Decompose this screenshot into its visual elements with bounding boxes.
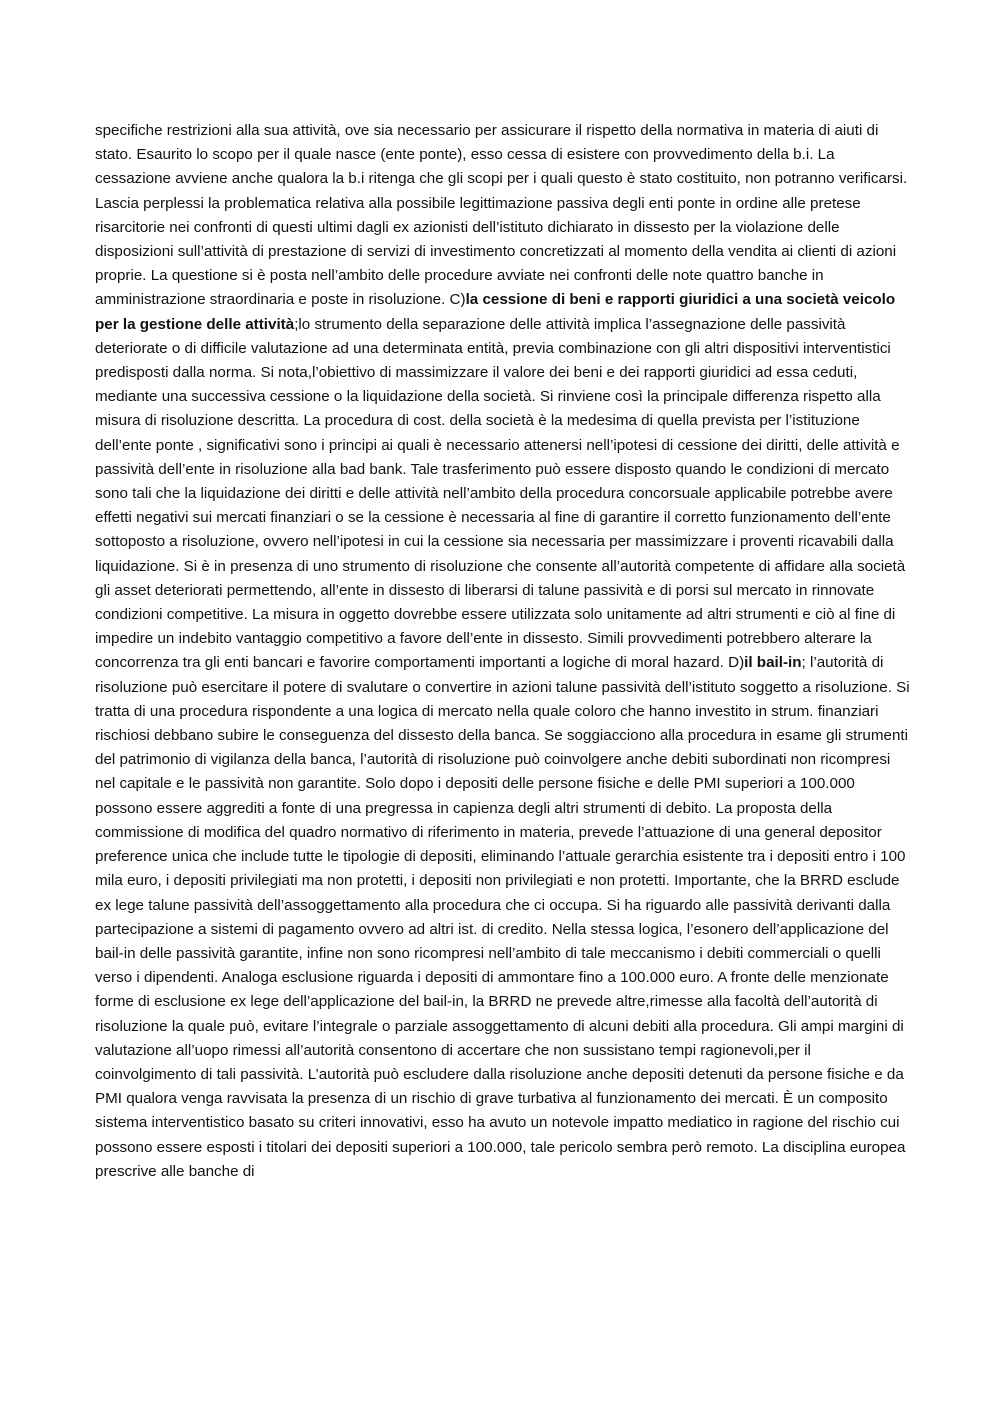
heading-c-inline: la cessione di beni e rapporti giuridici a una società veicolo per la gestione delle attività [95,291,896,333]
text-segment: ; l’autorità di risoluzione può esercitare il potere di svalutare o convertire in azioni talune passività dell’istituto soggetto a risoluzione. Si tratta di una procedura rispondente a una logica di mercato nella quale coloro che hanno investito in strum. finanziari rischiosi debbano subire le conseguenza del dissesto della banca. Se soggiacciono alla procedura in esame gli strumenti del patrimonio di vigilanza della banca, l’autorità di risoluzione può coinvolgere anche debiti subordinati non ricompresi nel capitale e le passività non garantite. Solo dopo i depositi delle persone fisiche e delle PMI superiori a 100.000 possono essere aggrediti a fonte di una pregressa in capienza degli altri strumenti di debito. La proposta della commissione di modifica del quadro normativo di riferimento in materia, prevede l’attuazione di una general depositor preference unica che include tutte le tipologie di depositi, eliminando l’attuale gerarchia esistente tra i depositi entro i 100 mila euro, i depositi privilegiati ma non protetti, i depositi non privilegiati e non protetti. Importante, che la BRRD esclude ex lege talune passività dell’assoggettamento alla procedura che ci occupa. Si ha riguardo alle passività derivanti dalla partecipazione a sistemi di pagamento ovvero ad altri ist. di credito. Nella stessa logica, l’esonero dell’applicazione del bail-in delle passività garantite, infine non sono ricompresi nell’ambito di tale meccanismo i debiti commerciali o quelli verso i dipendenti. Analoga esclusione riguarda i depositi di ammontare fino a 100.000 euro. A fronte delle menzionate forme di esclusione ex lege dell’applicazione del bail-in, la BRRD ne prevede altre,rimesse alla facoltà dell’autorità di risoluzione la quale può, evitare l’integrale o parziale assoggettamento di alcuni debiti alla procedura. Gli ampi margini di valutazione all’uopo rimessi all’autorità consentono di accertare che non sussistano tempi ragionevoli,per il coinvolgimento di tali passività. L’autorità può escludere dalla risoluzione anche depositi detenuti da persone fisiche e da PMI qualora venga ravvisata la presenza di un rischio di grave turbativa al funzionamento dei mercati. È un composito sistema interventistico basato su criteri innovativi, esso ha avuto un notevole impatto mediatico in ragione del rischio cui possono essere esposti i titolari dei depositi superiori a 100.000, tale pericolo sembra però remoto. La disciplina europea prescrive alle banche di [95,654,910,1180]
text-segment: specifiche restrizioni alla sua attività, ove sia necessario per assicurare il rispetto della normativa in materia di aiuti di stato. Esaurito lo scopo per il quale nasce (ente ponte), esso cessa di esistere con provvedimento della b.i. La cessazione avviene anche qualora la b.i ritenga che gli scopi per i quali questo è stato costituito, non potranno verificarsi. Lascia perplessi la problematica relativa alla possibile legittimazione passiva degli enti ponte in ordine alle pretese risarcitorie nei confronti di questi ultimi dagli ex azionisti dell’istituto dichiarato in dissesto per la violazione delle disposizioni sull’attività di prestazione di servizi di investimento concretizzati al momento della vendita ai clienti di azioni proprie. La questione si è posta nell’ambito delle procedure avviate nei confronti delle note quattro banche in amministrazione straordinaria e poste in risoluzione. C) [95,122,908,309]
heading-d-inline: il bail-in [744,654,802,672]
body-paragraph [95,119,910,1184]
text-segment: ;lo strumento della separazione delle attività implica l’assegnazione delle passività deteriorate o di difficile valutazione ad una determinata entità, previa combinazione con gli altri dispositivi interventistici predisposti dalla norma. Si nota,l’obiettivo di massimizzare il valore dei beni e dei rapporti giuridici ad essa ceduti, mediante una successiva cessione o la liquidazione della società. Si rinviene così la principale differenza rispetto alla misura di risoluzione descritta. La procedura di cost. della società è la medesima di quella prevista per l’istituzione dell’ente ponte , significativi sono i principi ai quali è necessario attenersi nell’ipotesi di cessione dei diritti, delle attività e passività dell’ente in risoluzione alla bad bank. Tale trasferimento può essere disposto quando le condizioni di mercato sono tali che la liquidazione dei diritti e delle attività nell’ambito della procedura concorsuale applicabile potrebbe avere effetti negativi sui mercati finanziari o se la cessione è necessaria al fine di garantire il corretto funzionamento dell’ente sottoposto a risoluzione, ovvero nell’ipotesi in cui la cessione sia necessaria per massimizzare i proventi ricavabili dalla liquidazione. Si è in presenza di uno strumento di risoluzione che consente all’autorità competente di affidare alla società gli asset deteriorati permettendo, all’ente in dissesto di liberarsi di talune passività e di porsi sul mercato in rinnovate condizioni competitive. La misura in oggetto dovrebbe essere utilizzata solo unitamente ad altri strumenti e ciò al fine di impedire un indebito vantaggio competitivo a favore dell’ente in dissesto. Simili provvedimenti potrebbero alterare la concorrenza tra gli enti bancari e favorire comportamenti importanti a logiche di moral hazard. D) [95,315,906,672]
